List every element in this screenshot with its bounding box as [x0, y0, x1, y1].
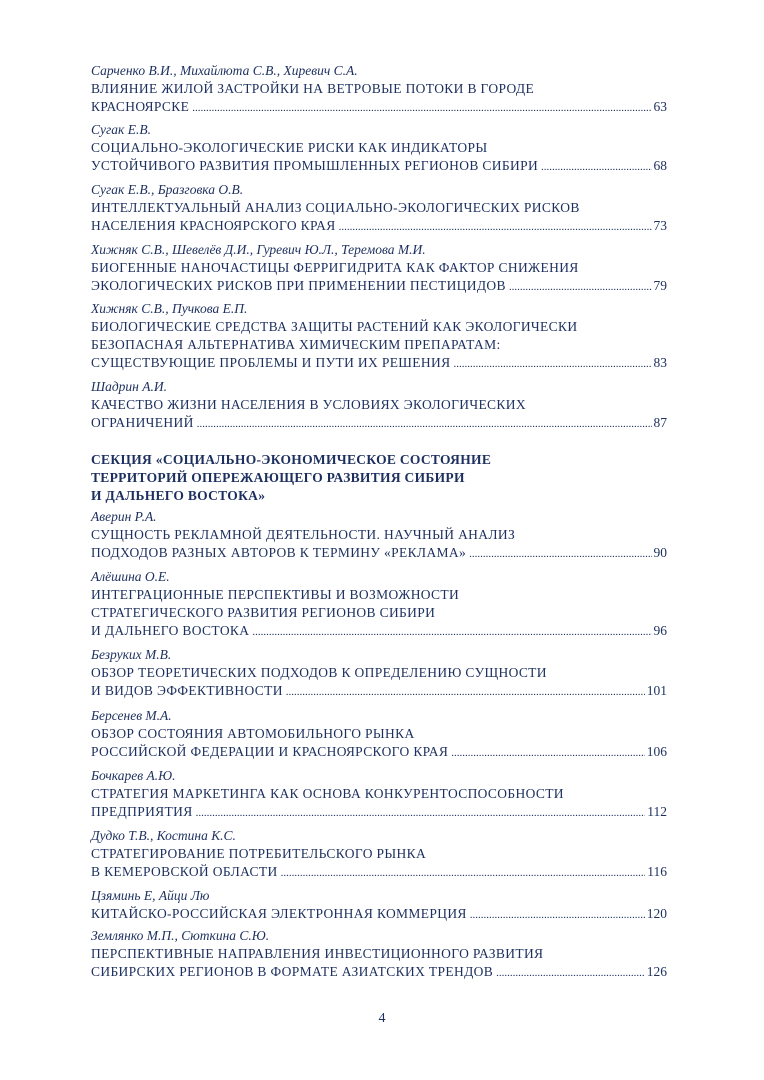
toc-entry-page-number[interactable]: 120 — [646, 906, 667, 921]
toc-entry-last-line — [91, 544, 667, 562]
toc-entry-last-line — [91, 863, 667, 881]
dot-leader — [451, 744, 644, 762]
dot-leader — [453, 355, 651, 373]
toc-entry-title-line: БЕЗОПАСНАЯ АЛЬТЕРНАТИВА ХИМИЧЕСКИМ ПРЕПАРАТАМ: — [91, 337, 501, 352]
toc-entry[interactable] — [91, 62, 667, 116]
toc-entry-authors: Берсенев М.А. — [91, 708, 172, 723]
dot-leader — [541, 158, 651, 176]
toc-entry-authors: Дудко Т.В., Костина К.С. — [91, 828, 236, 843]
toc-entry-last-line — [91, 414, 667, 432]
toc-entry-title-line: БИОЛОГИЧЕСКИЕ СРЕДСТВА ЗАЩИТЫ РАСТЕНИЙ КАК ЭКОЛОГИЧЕСКИ — [91, 319, 578, 334]
toc-entry[interactable] — [91, 887, 667, 923]
toc-entry[interactable] — [91, 827, 667, 881]
dot-leader — [496, 964, 645, 982]
toc-entry-title-line: ВЛИЯНИЕ ЖИЛОЙ ЗАСТРОЙКИ НА ВЕТРОВЫЕ ПОТОКИ В ГОРОДЕ — [91, 81, 535, 96]
toc-entry-page-number[interactable]: 73 — [653, 218, 667, 233]
section-heading — [91, 451, 667, 505]
toc-entry-page-number[interactable]: 112 — [647, 804, 667, 819]
toc-entry-authors: Сугак Е.В., Бразговка О.В. — [91, 182, 244, 197]
toc-entry-title-line: И ВИДОВ ЭФФЕКТИВНОСТИ — [91, 683, 283, 698]
dot-leader — [509, 278, 652, 296]
toc-entry-title-line: СОЦИАЛЬНО-ЭКОЛОГИЧЕСКИЕ РИСКИ КАК ИНДИКАТОРЫ — [91, 140, 488, 155]
toc-entry-last-line — [91, 963, 667, 981]
toc-entry-title-line: КИТАЙСКО-РОССИЙСКАЯ ЭЛЕКТРОННАЯ КОММЕРЦИЯ — [91, 906, 467, 921]
toc-entry[interactable] — [91, 927, 667, 981]
section-heading-line: И ДАЛЬНЕГО ВОСТОКА» — [91, 488, 266, 503]
toc-entry-page-number[interactable]: 79 — [653, 278, 667, 293]
dot-leader — [197, 415, 652, 433]
toc-entry-title-line: СТРАТЕГИЯ МАРКЕТИНГА КАК ОСНОВА КОНКУРЕНТОСПОСОБНОСТИ — [91, 786, 564, 801]
toc-entry-page-number[interactable]: 106 — [646, 744, 667, 759]
toc-entry-last-line — [91, 354, 667, 372]
toc-entry[interactable] — [91, 707, 667, 761]
toc-entry-title-line: СИБИРСКИХ РЕГИОНОВ В ФОРМАТЕ АЗИАТСКИХ ТРЕНДОВ — [91, 964, 494, 979]
section-heading-line: СЕКЦИЯ «СОЦИАЛЬНО-ЭКОНОМИЧЕСКОЕ СОСТОЯНИЕ — [91, 452, 492, 467]
toc-entry[interactable] — [91, 300, 667, 372]
toc-entry-last-line — [91, 217, 667, 235]
toc-entry-authors: Сугак Е.В. — [91, 122, 151, 137]
toc-entry-title-line: В КЕМЕРОВСКОЙ ОБЛАСТИ — [91, 864, 278, 879]
toc-entry-last-line — [91, 803, 667, 821]
toc-entry-authors: Цзяминь Е, Айци Лю — [91, 888, 210, 903]
toc-entry-authors: Алёшина О.Е. — [91, 569, 170, 584]
toc-entry-page-number[interactable]: 126 — [646, 964, 667, 979]
toc-entry-title-line: ОБЗОР ТЕОРЕТИЧЕСКИХ ПОДХОДОВ К ОПРЕДЕЛЕНИЮ СУЩНОСТИ — [91, 665, 547, 680]
toc-entry-title-line: КРАСНОЯРСКЕ — [91, 99, 190, 114]
dot-leader — [286, 683, 645, 701]
toc-entry[interactable] — [91, 646, 667, 700]
toc-entry-title-line: ПРЕДПРИЯТИЯ — [91, 804, 193, 819]
toc-entry-title-line: СУЩНОСТЬ РЕКЛАМНОЙ ДЕЯТЕЛЬНОСТИ. НАУЧНЫЙ АНАЛИЗ — [91, 527, 516, 542]
toc-entry-title-line: И ДАЛЬНЕГО ВОСТОКА — [91, 623, 250, 638]
toc-entry-last-line — [91, 905, 667, 923]
dot-leader — [469, 545, 651, 563]
toc-entry-page-number[interactable]: 96 — [653, 623, 667, 638]
toc-entry-page-number[interactable]: 87 — [653, 415, 667, 430]
toc-entry-title-line: КАЧЕСТВО ЖИЗНИ НАСЕЛЕНИЯ В УСЛОВИЯХ ЭКОЛОГИЧЕСКИХ — [91, 397, 526, 412]
dot-leader — [192, 99, 651, 117]
toc-entry-authors: Землянко М.П., Сюткина С.Ю. — [91, 928, 270, 943]
toc-entry-page-number[interactable]: 63 — [653, 99, 667, 114]
toc-entry-last-line — [91, 622, 667, 640]
section-heading-line: ТЕРРИТОРИЙ ОПЕРЕЖАЮЩЕГО РАЗВИТИЯ СИБИРИ — [91, 470, 465, 485]
toc-entry-page-number[interactable]: 116 — [647, 864, 667, 879]
toc-entry-title-line: ОГРАНИЧЕНИЙ — [91, 415, 194, 430]
toc-entry-title-line: ОБЗОР СОСТОЯНИЯ АВТОМОБИЛЬНОГО РЫНКА — [91, 726, 415, 741]
toc-entry-title-line: ПОДХОДОВ РАЗНЫХ АВТОРОВ К ТЕРМИНУ «РЕКЛАМА» — [91, 545, 467, 560]
toc-entry-authors: Шадрин А.И. — [91, 379, 167, 394]
toc-entry-title-line: ПЕРСПЕКТИВНЫЕ НАПРАВЛЕНИЯ ИНВЕСТИЦИОННОГО РАЗВИТИЯ — [91, 946, 544, 961]
toc-entry-page-number[interactable]: 68 — [653, 158, 667, 173]
dot-leader — [281, 864, 646, 882]
toc-entry-last-line — [91, 157, 667, 175]
toc-entry-title-line: ИНТЕГРАЦИОННЫЕ ПЕРСПЕКТИВЫ И ВОЗМОЖНОСТИ — [91, 587, 460, 602]
toc-entry-last-line — [91, 743, 667, 761]
toc-entry[interactable] — [91, 378, 667, 432]
toc-entry-page-number[interactable]: 83 — [653, 355, 667, 370]
toc-entry-page-number[interactable]: 90 — [653, 545, 667, 560]
toc-entry-authors: Хижняк С.В., Шевелёв Д.И., Гуревич Ю.Л., Теремова М.И. — [91, 242, 426, 257]
toc-entry-title-line: ЭКОЛОГИЧЕСКИХ РИСКОВ ПРИ ПРИМЕНЕНИИ ПЕСТИЦИДОВ — [91, 278, 506, 293]
page-number: 4 — [378, 1011, 386, 1026]
dot-leader — [252, 623, 651, 641]
toc-entry-authors: Хижняк С.В., Пучкова Е.П. — [91, 301, 248, 316]
toc-entry-page-number[interactable]: 101 — [646, 683, 667, 698]
toc-entry[interactable] — [91, 181, 667, 235]
toc-entry-last-line — [91, 682, 667, 700]
toc-entry-authors: Сарченко В.И., Михайлюта С.В., Хиревич С.А. — [91, 63, 358, 78]
toc-entry-title-line: СТРАТЕГИЧЕСКОГО РАЗВИТИЯ РЕГИОНОВ СИБИРИ — [91, 605, 436, 620]
toc-entry-title-line: СТРАТЕГИРОВАНИЕ ПОТРЕБИТЕЛЬСКОГО РЫНКА — [91, 846, 427, 861]
toc-entry-title-line: СУЩЕСТВУЮЩИЕ ПРОБЛЕМЫ И ПУТИ ИХ РЕШЕНИЯ — [91, 355, 451, 370]
toc-entry-title-line: БИОГЕННЫЕ НАНОЧАСТИЦЫ ФЕРРИГИДРИТА КАК ФАКТОР СНИЖЕНИЯ — [91, 260, 579, 275]
toc-entry-title-line: НАСЕЛЕНИЯ КРАСНОЯРСКОГО КРАЯ — [91, 218, 336, 233]
toc-entry-title-line: ИНТЕЛЛЕКТУАЛЬНЫЙ АНАЛИЗ СОЦИАЛЬНО-ЭКОЛОГИЧЕСКИХ РИСКОВ — [91, 200, 580, 215]
toc-entry[interactable] — [91, 121, 667, 175]
toc-entry[interactable] — [91, 767, 667, 821]
toc-entry[interactable] — [91, 568, 667, 640]
toc-entry-title-line: РОССИЙСКОЙ ФЕДЕРАЦИИ И КРАСНОЯРСКОГО КРАЯ — [91, 744, 449, 759]
toc-entry[interactable] — [91, 508, 667, 562]
toc-entry-authors: Бочкарев А.Ю. — [91, 768, 176, 783]
toc-entry-last-line — [91, 98, 667, 116]
dot-leader — [196, 804, 646, 822]
toc-entry-authors: Безруких М.В. — [91, 647, 172, 662]
dot-leader — [339, 218, 652, 236]
toc-entry-last-line — [91, 277, 667, 295]
toc-entry-authors: Аверин Р.А. — [91, 509, 157, 524]
toc-entry-title-line: УСТОЙЧИВОГО РАЗВИТИЯ ПРОМЫШЛЕННЫХ РЕГИОНОВ СИБИРИ — [91, 158, 539, 173]
dot-leader — [470, 906, 645, 924]
toc-entry[interactable] — [91, 241, 667, 295]
